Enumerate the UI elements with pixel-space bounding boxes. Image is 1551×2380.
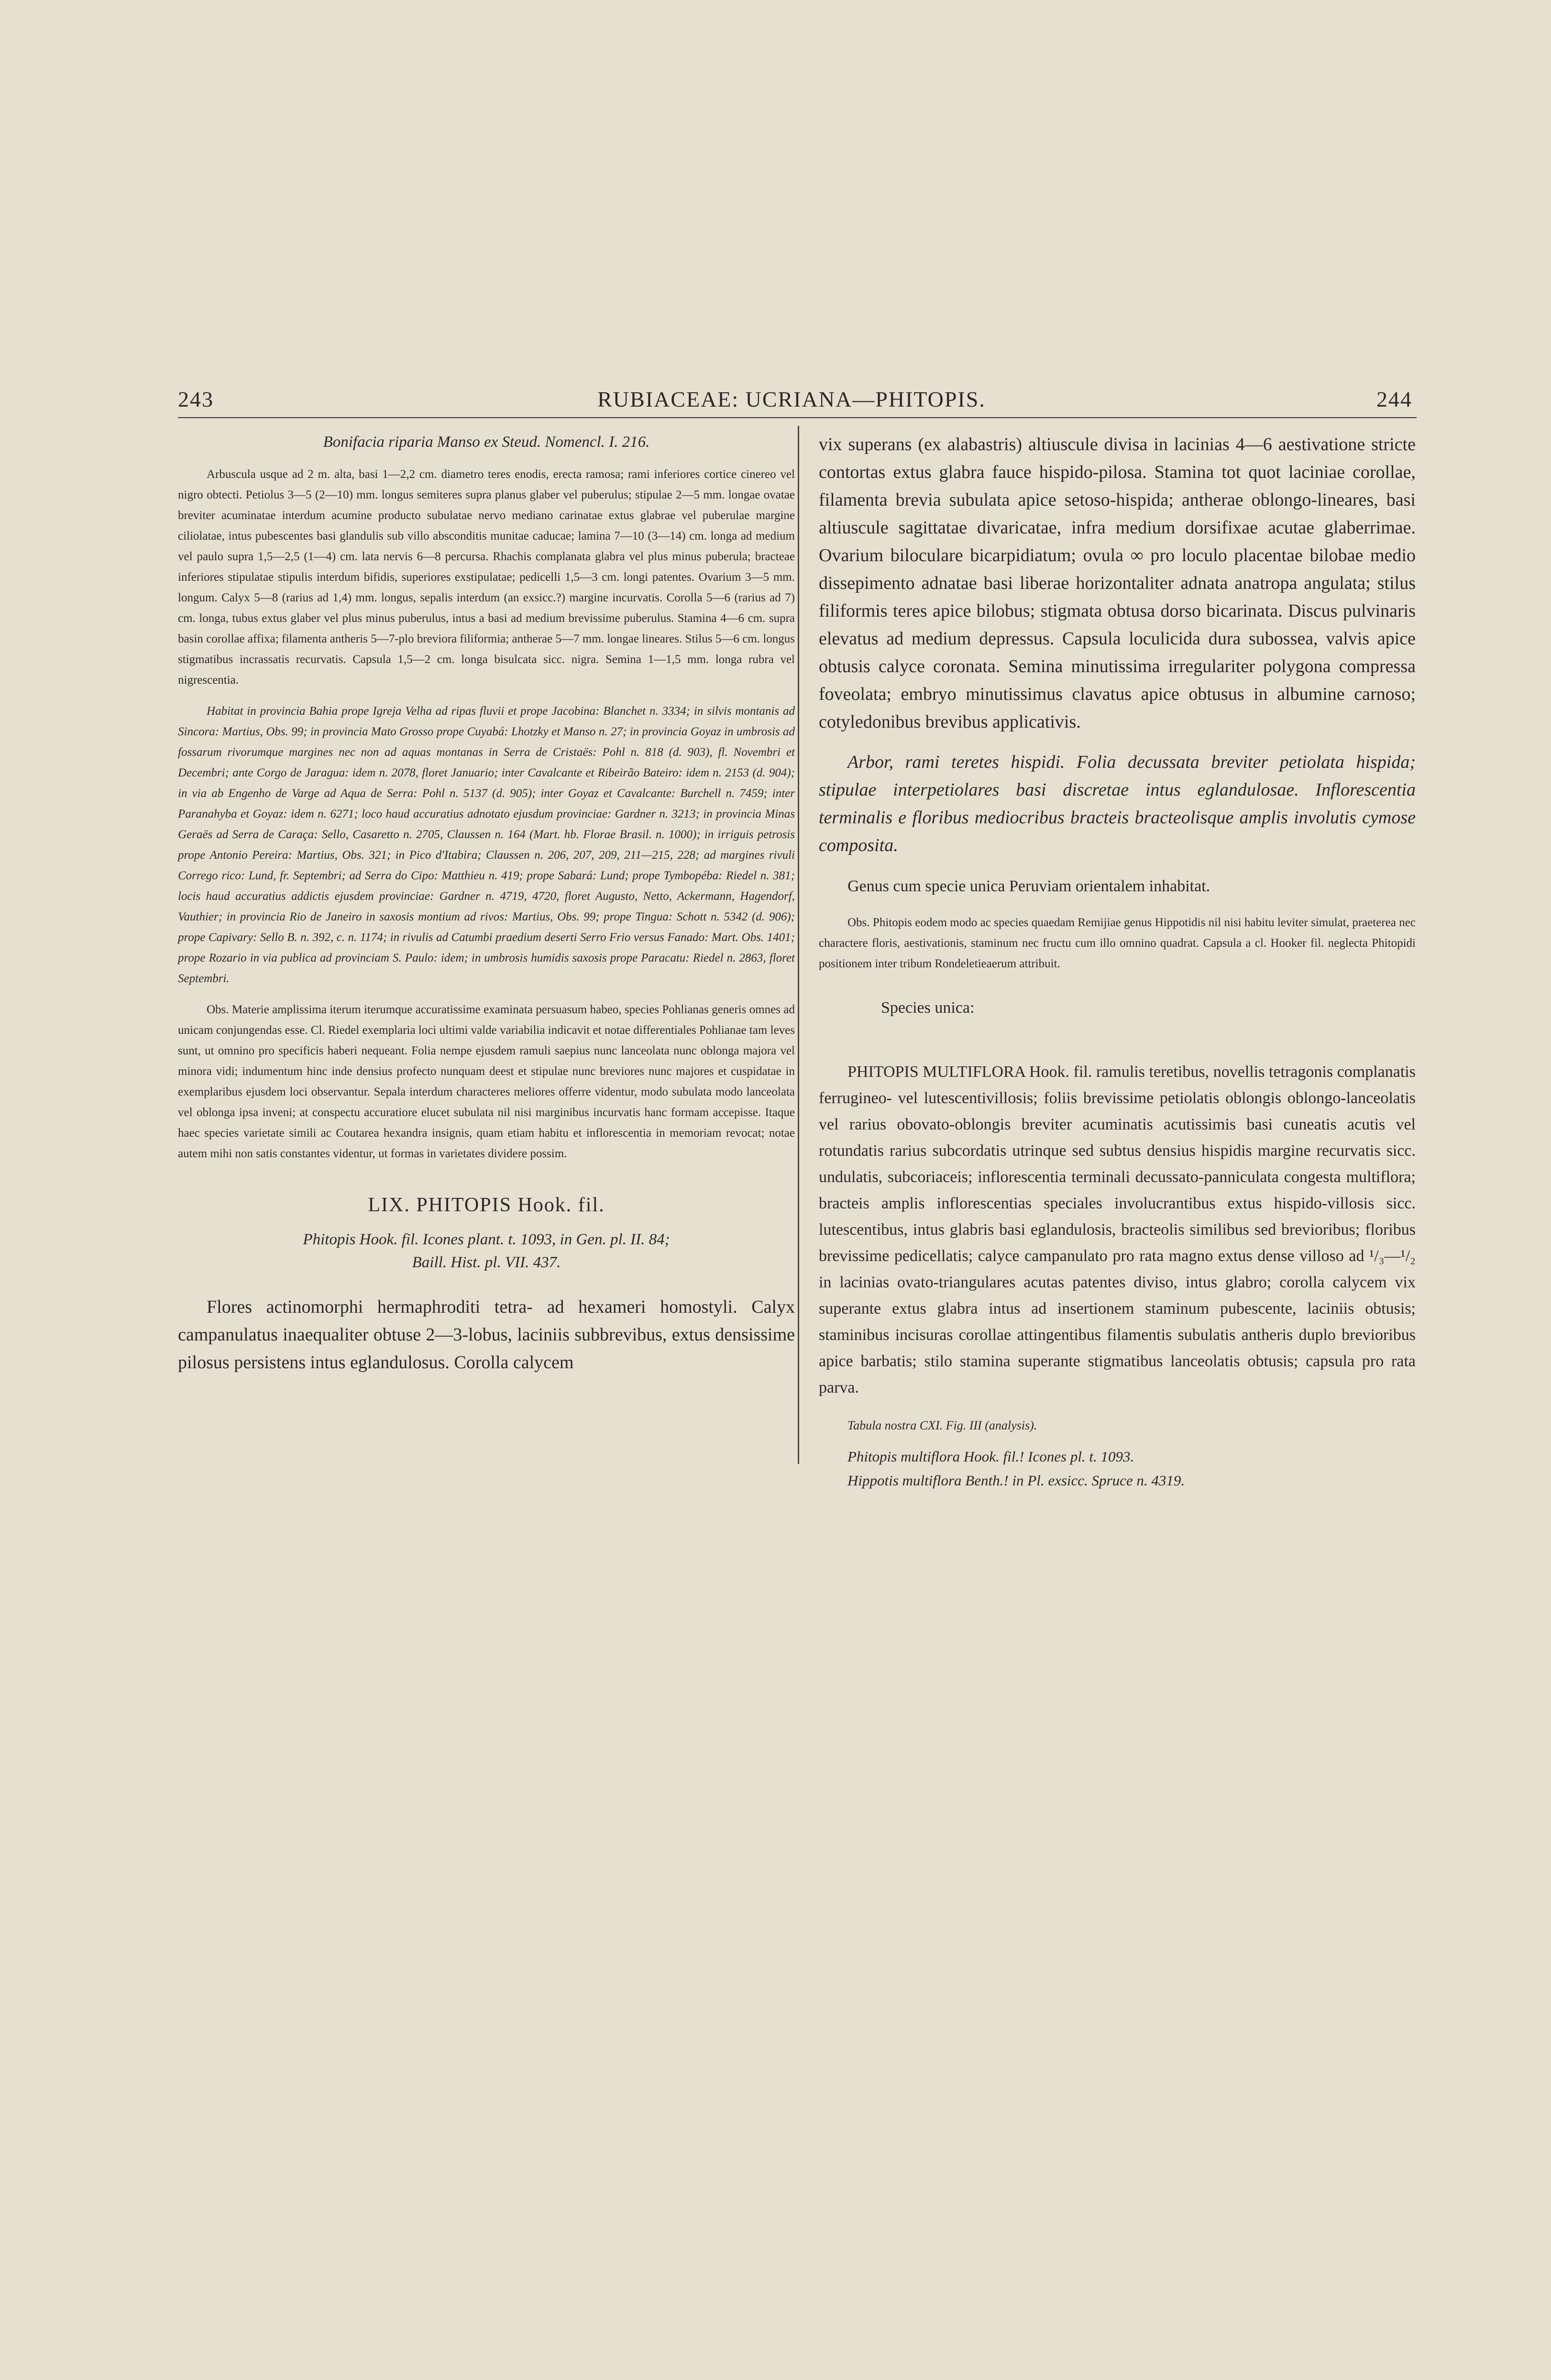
habit-paragraph: Arbor, rami teretes hispidi. Folia decussata breviter petiolata hispida; stipulae interpetiolares basi discretae intus eglandulosae. Inflorescentia terminalis e floribus mediocribus bracteis bracteolisque amplis involutis cymose composita. xyxy=(819,752,1416,855)
species-unica-label: Species unica: xyxy=(881,999,975,1017)
synonym-1: Phitopis multiflora Hook. fil.! Icones pl. t. 1093. xyxy=(847,1448,1134,1465)
genus-description-start: Flores actinomorphi hermaphroditi tetra- ad hexameri homostyli. Calyx campanulatus inaequaliter obtuse 2—3-lobus, laciniis subbrevibus, extus densissime pilosus persistens intus eglandulosus. Corolla calycem xyxy=(178,1297,795,1373)
right-page-number: 244 xyxy=(1376,387,1412,411)
synonym-2: Hippotis multiflora Benth.! in Pl. exsicc. Spruce n. 4319. xyxy=(847,1472,1185,1489)
genus-description-continued: vix superans (ex alabastris) altiuscule divisa in lacinias 4—6 aestivatione stricte contortas extus glabra fauce hispido-pilosa. Stamina tot quot laciniae corollae, filamenta brevia subulata apice setoso-hispida; antherae oblongo-lineares, basi altiuscule sagittatae divaricatae, infra medium dorsifixae acutae glaberrimae. Ovarium biloculare bicarpidiatum; ovula ∞ pro loculo placentae bilobae medio dissepimento adnatae basi liberae horizontaliter adnata anatropa angulata; stilus filiformis teres apice bilobus; stigmata obtusa dorso bicarinata. Discus pulvinaris elevatus ad medium depressus. Capsula loculicida dura subossea, valvis apice obtusis calyce coronata. Semina minutissima irregulariter polygona compressa foveolata; embryo minutissimus clavatus apice obtusus in albumine carnoso; cotyledonibus brevibus applicativis. xyxy=(819,434,1416,732)
running-title: RUBIACEAE: UCRIANA—PHITOPIS. xyxy=(597,387,986,411)
genus-observation: Obs. Phitopis eodem modo ac species quaedam Remijiae genus Hippotidis nil nisi habitu leviter simulat, praeterea nec charactere floris, aestivationis, staminum nec fructu cum illo omnino quadrat. Capsula a cl. Hooker fil. neglecta Phitopidi positionem inter tribum Rondeletieaerum attribuit. xyxy=(819,916,1416,970)
species-diagnosis: PHITOPIS MULTIFLORA Hook. fil. ramulis teretibus, novellis tetragonis complanatis ferrugineo- vel lutescentivillosis; foliis brevissime petiolatis oblongis oblongo-lanceolatis vel rarius obovato-oblongis breviter acuminatis acutissimis basi cuneatis acutis vel rotundatis rarius subcordatis utrinque sed subtus densius hispidis margine recurvatis sicc. undulatis, subcoriaceis; inflorescentia terminali decussato-panniculata congesta multiflora; bracteis amplis inflorescentias speciales involucrantibus extus hispido-villosis sicc. lutescentibus, intus glabris basi eglandulosis, bracteolis similibus sed brevioribus; floribus brevissime pedicellatis; calyce campanulato pro rata magno extus dense villoso ad ¹/₃—¹/₂ in lacinias ovato-triangulares acutas patentes diviso, intus glabro; corolla calycem vix superante extus glabra intus ad insertionem staminum pubescente, laciniis obtusis; staminibus incisuras corollae attingentibus filamentis subulatis antheris duplo brevioribus apice barbatis; stilo stamina superante stigmatibus lanceolatis obtusis; capsula pro rata parva. xyxy=(819,1063,1416,1396)
habitat-paragraph: Habitat in provincia Bahia prope Igreja Velha ad ripas fluvii et prope Jacobina: Blanchet n. 3334; in silvis montanis ad Sincora: Martius, Obs. 99; in provincia Mato Grosso prope Cuyabá: Lhotzky et Manso n. 27; in provincia Goyaz in umbrosis ad fossarum rivorumque margines nec non ad aquas montanas in Serra de Cristaës: Pohl n. 818 (d. 903), fl. Novembri et Decembri; ante Corgo de Jaragua: idem n. 2078, floret Januario; inter Cavalcante et Ribeirão Bateiro: idem n. 2153 (d. 904); in via ab Engenho de Varge ad Aqua de Serra: Pohl n. 5137 (d. 905); inter Goyaz et Cavalcante: Burchell n. 7459; inter Paranahyba et Goyaz: idem n. 6271; loco haud accuratius adnotato ejusdum provinciae: Gardner n. 3213; in provincia Minas Geraës ad Serra de Caraça: Sello, Casaretto n. 2705, Claussen n. 164 (Mart. hb. Florae Brasil. n. 1000); in irriguis petrosis prope Antonio Pereira: Martius, Obs. 321; in Pico d'Itabira; Claussen n. 206, 207, 209, 211—215, 228; ad margines rivuli Corrego rico: Lund, fr. Septembri; ad Serra do Cipo: Matthieu n. 419; prope Sabará: Lund; prope Tymbopéba: Riedel n. 381; locis haud accuratius addictis ejusdem provinciae: Gardner n. 4719, 4720, floret Augusto, Netto, Ackermann, Hagendorf, Vauthier; in provincia Rio de Janeiro in saxosis montium ad rivos: Martius, Obs. 99; prope Tingua: Schott n. 5342 (d. 906); prope Capivary: Sello B. n. 392, c. n. 1174; in rivulis ad Catumbi praedium deserti Serro Frio versus Fanado: Mart. Obs. 1401; prope Rozario in via publica ad provinciam S. Paulo: idem; in umbrosis humidis saxosis prope Paracatu: Riedel n. 2863, floret Septembri. xyxy=(178,705,795,985)
genus-reference-2: Baill. Hist. pl. VII. 437. xyxy=(412,1254,561,1271)
genus-heading: LIX. PHITOPIS Hook. fil. xyxy=(368,1194,605,1216)
column-divider xyxy=(798,426,799,1464)
header-rule xyxy=(178,417,1417,418)
genus-reference-1: Phitopis Hook. fil. Icones plant. t. 1093, in Gen. pl. II. 84; xyxy=(303,1231,670,1248)
observation-paragraph: Obs. Materie amplissima iterum iterumque accuratissime examinata persuasum habeo, species Pohlianas generis omnes ad unicam conjungendas esse. Cl. Riedel exemplaria loci ultimi valde variabilia indicavit et notae differentiales Pohlianae tam leves sunt, ut omnino pro specificis haberi nequeant. Folia nempe ejusdem ramuli saepius nunc lanceolata nunc oblonga majora vel minora vidi; indumentum hinc inde densius profecto nunquam deest et stipulae nunc breviores nunc majores et cuspidatae in exemplaribus ejusdem loci observantur. Sepala interdum characteres meliores offerre videntur, modo subulata modo lanceolata vel oblonga ipsa inveni; at conspectu accuratiore elucet subulata nil nisi marginibus incurvatis hanc formam accepisse. Itaque haec species varietate simili ac Coutarea hexandra insignis, quam etiam habitu et inflorescentia in memoriam revocat; notae autem mihi non satis constantes videntur, ut formas in varietates dividere possim. xyxy=(178,1003,795,1160)
right-column xyxy=(819,431,1416,1493)
left-page-number: 243 xyxy=(178,387,214,411)
species-description: Arbuscula usque ad 2 m. alta, basi 1—2,2 cm. diametro teres enodis, erecta ramosa; rami inferiores cortice cinereo vel nigro obtecti. Petiolus 3—5 (2—10) mm. longus semiteres supra planus glaber vel puberulus; stipulae 2—5 mm. longae ovatae breviter acuminatae interdum acumine producto subulatae nervo mediano carinatae extus glabrae vel puberulae margine ciliolatae, intus pubescentes basi glandulis sub villo absconditis munitae caducae; lamina 7—10 (3—14) cm. longa ad medium vel paulo supra 1,5—2,5 (1—4) cm. lata nervis 6—8 percursa. Rhachis complanata glabra vel plus minus puberula; bracteae inferiores stipulatae stipulis interdum bifidis, superiores exstipulatae; pedicelli 1,5—3 cm. longi patentes. Ovarium 3—5 mm. longum. Calyx 5—8 (rarius ad 1,4) mm. longus, sepalis interdum (an exsicc.?) margine incurvatis. Corolla 5—6 (rarius ad 7) cm. longa, tubus extus glaber vel plus minus puberulus, intus a basi ad medium brevissime puberulus. Stamina 4—6 cm. supra basin corollae affixa; filamenta antheris 5—7-plo breviora filiformia; antherae 5—7 mm. longae lineares. Stilus 5—6 cm. longus stigmatibus incrassatis recurvatis. Capsula 1,5—2 cm. longa bisulcata sicc. nigra. Semina 1—1,5 mm. longa rubra vel nigrescentia. xyxy=(178,468,795,686)
plate-reference: Tabula nostra CXI. Fig. III (analysis). xyxy=(847,1418,1037,1432)
left-column xyxy=(178,431,795,1376)
species-heading: Bonifacia riparia Manso ex Steud. Nomencl. I. 216. xyxy=(323,433,650,451)
genus-distribution: Genus cum specie unica Peruviam orientalem inhabitat. xyxy=(847,877,1210,895)
